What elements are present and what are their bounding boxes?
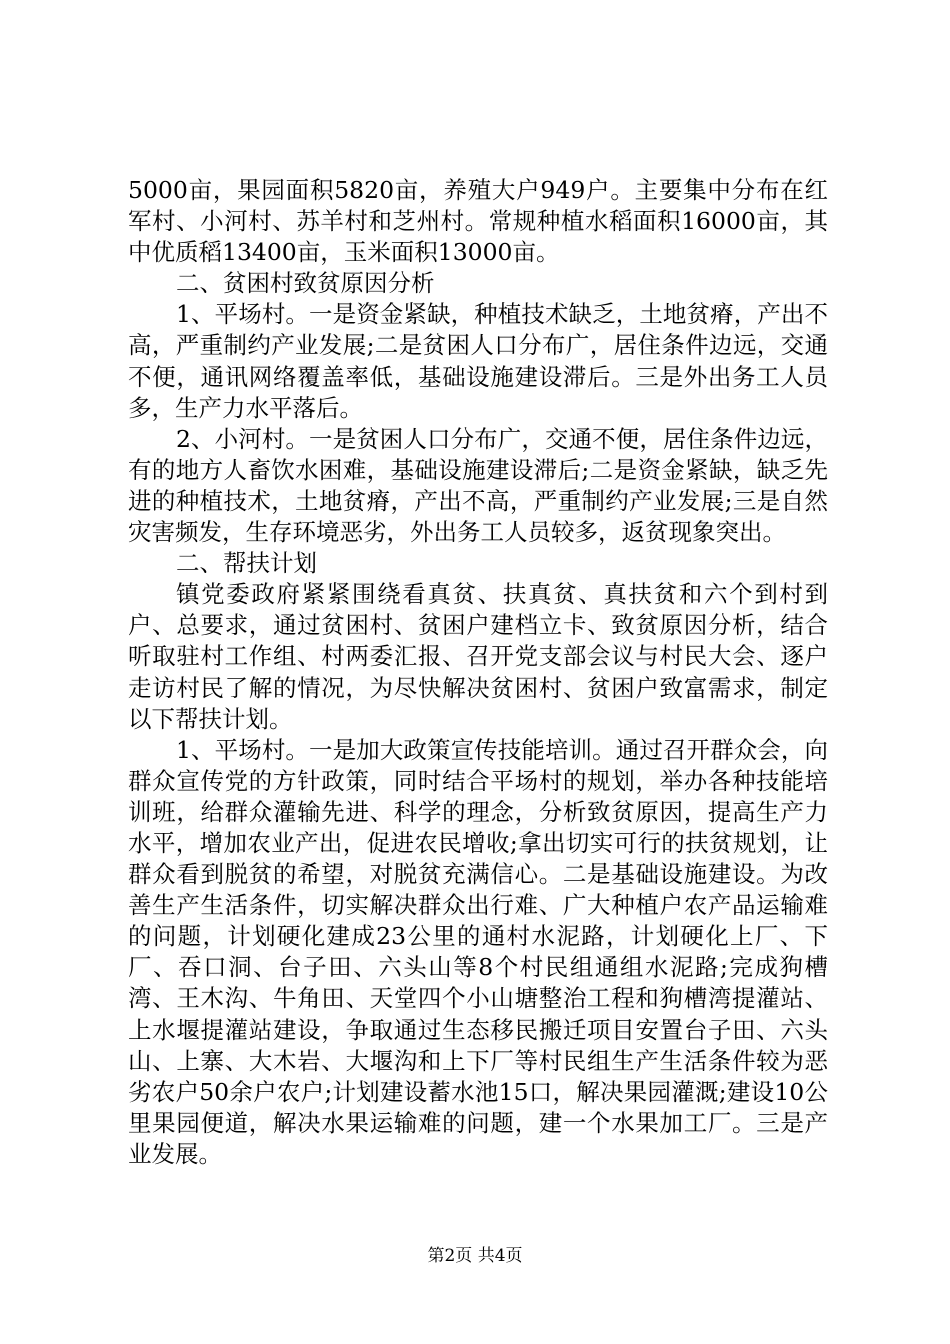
section-heading-assistance-plan: 二、帮扶计划 (176, 549, 317, 578)
document-body (128, 175, 828, 1170)
paragraph-pingchang-causes: 1、平场村。一是资金紧缺，种植技术缺乏，土地贫瘠，产出不高，严重制约产业发展;二是贫困人口分布广，居住条件边远，交通不便，通讯网络覆盖率低，基础设施建设滞后。三是外出务工人员多，生产力水平落后。 (128, 300, 828, 422)
page-number-footer: 第2页 共4页 (427, 1246, 523, 1266)
paragraph-pingchang-plan: 1、平场村。一是加大政策宣传技能培训。通过召开群众会，向群众宣传党的方针政策，同时结合平场村的规划，举办各种技能培训班，给群众灌输先进、科学的理念，分析致贫原因，提高生产力水平，增加农业产出，促进农民增收;拿出切实可行的扶贫规划，让群众看到脱贫的希望，对脱贫充满信心。二是基础设施建设。为改善生产生活条件，切实解决群众出行难、广大种植户农产品运输难的问题，计划硬化建成23公里的通村水泥路，计划硬化上厂、下厂、吞口洞、台子田、六头山等8个村民组通组水泥路;完成狗槽湾、王木沟、牛角田、天堂四个小山塘整治工程和狗槽湾提灌站、上水堰提灌站建设，争取通过生态移民搬迁项目安置台子田、六头山、上寨、大木岩、大堰沟和上下厂等村民组生产生活条件较为恶劣农户50余户农户;计划建设蓄水池15口，解决果园灌溉;建设10公里果园便道，解决水果运输难的问题，建一个水果加工厂。三是产业发展。 (128, 735, 828, 1168)
section-heading-poverty-causes: 二、贫困村致贫原因分析 (176, 269, 435, 298)
paragraph-xiaohe-causes: 2、小河村。一是贫困人口分布广，交通不便，居住条件边远，有的地方人畜饮水困难，基础设施建设滞后;二是资金紧缺，缺乏先进的种植技术，土地贫瘠，产出不高，严重制约产业发展;三是自然灾害频发，生存环境恶劣，外出务工人员较多，返贫现象突出。 (128, 424, 828, 547)
paragraph-intro: 5000亩，果园面积5820亩，养殖大户949户。主要集中分布在红军村、小河村、苏羊村和芝州村。常规种植水稻面积16000亩，其中优质稻13400亩，玉米面积13000亩。 (128, 176, 828, 267)
paragraph-plan-overview: 镇党委政府紧紧围绕看真贫、扶真贫、真扶贫和六个到村到户、总要求，通过贫困村、贫困户建档立卡、致贫原因分析，结合听取驻村工作组、村两委汇报、召开党支部会议与村民大会、逐户走访村民了解的情况，为尽快解决贫困村、贫困户致富需求，制定以下帮扶计划。 (128, 580, 828, 733)
